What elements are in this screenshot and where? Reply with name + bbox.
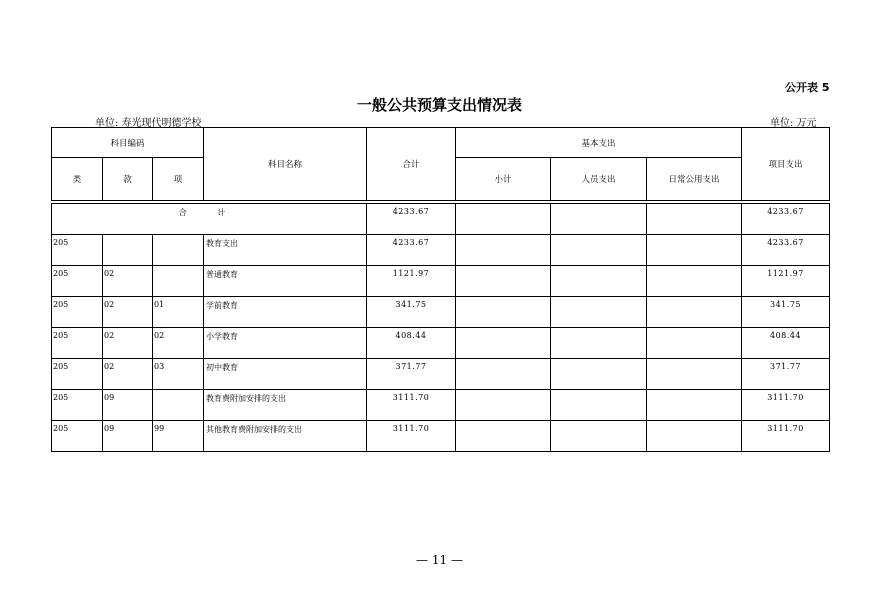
cell-project: 3111.70: [742, 390, 830, 421]
table-row: [52, 328, 830, 359]
cell-total: 3111.70: [367, 421, 456, 452]
cell-lei: 205: [52, 235, 103, 266]
header-xiang: 项: [153, 158, 204, 201]
cell-total: 341.75: [367, 297, 456, 328]
header-project: 项目支出: [742, 128, 830, 201]
table-row: [52, 390, 830, 421]
cell-kuan: 02: [103, 297, 153, 328]
cell-name: 其他教育费附加安排的支出: [204, 421, 367, 452]
table-row: [52, 297, 830, 328]
page-number: — 11 —: [416, 553, 463, 567]
unit-organization-label: 单位: 寿光现代明德学校: [95, 118, 202, 129]
cell-project: 408.44: [742, 328, 830, 359]
budget-expenditure-table: [51, 127, 830, 452]
total-row-total: 4233.67: [367, 204, 456, 235]
header-subject-name: 科目名称: [204, 128, 367, 201]
cell-lei: 205: [52, 390, 103, 421]
total-row: [52, 204, 830, 235]
cell-kuan: 02: [103, 359, 153, 390]
cell-kuan: 09: [103, 421, 153, 452]
cell-xiang: [153, 235, 204, 266]
header-kuan: 款: [103, 158, 153, 201]
cell-project: 3111.70: [742, 421, 830, 452]
cell-project: 4233.67: [742, 235, 830, 266]
cell-lei: 205: [52, 266, 103, 297]
cell-project: 371.77: [742, 359, 830, 390]
cell-total: 371.77: [367, 359, 456, 390]
cell-xiang: 03: [153, 359, 204, 390]
table-row: [52, 235, 830, 266]
cell-kuan: 02: [103, 328, 153, 359]
cell-project: 341.75: [742, 297, 830, 328]
cell-name: 教育费附加安排的支出: [204, 390, 367, 421]
cell-xiang: 01: [153, 297, 204, 328]
header-personnel: 人员支出: [551, 158, 647, 201]
cell-name: 小学教育: [204, 328, 367, 359]
unit-currency-label: 单位: 万元: [770, 118, 817, 129]
cell-kuan: 02: [103, 266, 153, 297]
cell-kuan: 09: [103, 390, 153, 421]
cell-lei: 205: [52, 421, 103, 452]
cell-name: 普通教育: [204, 266, 367, 297]
cell-total: 3111.70: [367, 390, 456, 421]
header-daily: 日常公用支出: [647, 158, 742, 201]
cell-name: 学前教育: [204, 297, 367, 328]
cell-kuan: [103, 235, 153, 266]
cell-xiang: 99: [153, 421, 204, 452]
table-row: [52, 421, 830, 452]
form-id-label: 公开表 5: [785, 81, 830, 94]
cell-project: 1121.97: [742, 266, 830, 297]
cell-xiang: [153, 390, 204, 421]
cell-xiang: 02: [153, 328, 204, 359]
header-subtotal: 小计: [456, 158, 551, 201]
cell-xiang: [153, 266, 204, 297]
cell-total: 408.44: [367, 328, 456, 359]
header-basic-group: 基本支出: [456, 128, 742, 158]
cell-total: 4233.67: [367, 235, 456, 266]
header-total: 合计: [367, 128, 456, 201]
total-row-label: 合 计: [52, 204, 367, 235]
header-lei: 类: [52, 158, 103, 201]
cell-lei: 205: [52, 328, 103, 359]
header-row-1: [52, 128, 830, 158]
page-title: 一般公共预算支出情况表: [356, 96, 522, 114]
cell-name: 初中教育: [204, 359, 367, 390]
table-row: [52, 266, 830, 297]
header-code-group: 科目编码: [52, 128, 204, 158]
cell-lei: 205: [52, 297, 103, 328]
cell-name: 教育支出: [204, 235, 367, 266]
total-row-project: 4233.67: [742, 204, 830, 235]
table-row: [52, 359, 830, 390]
cell-total: 1121.97: [367, 266, 456, 297]
cell-lei: 205: [52, 359, 103, 390]
